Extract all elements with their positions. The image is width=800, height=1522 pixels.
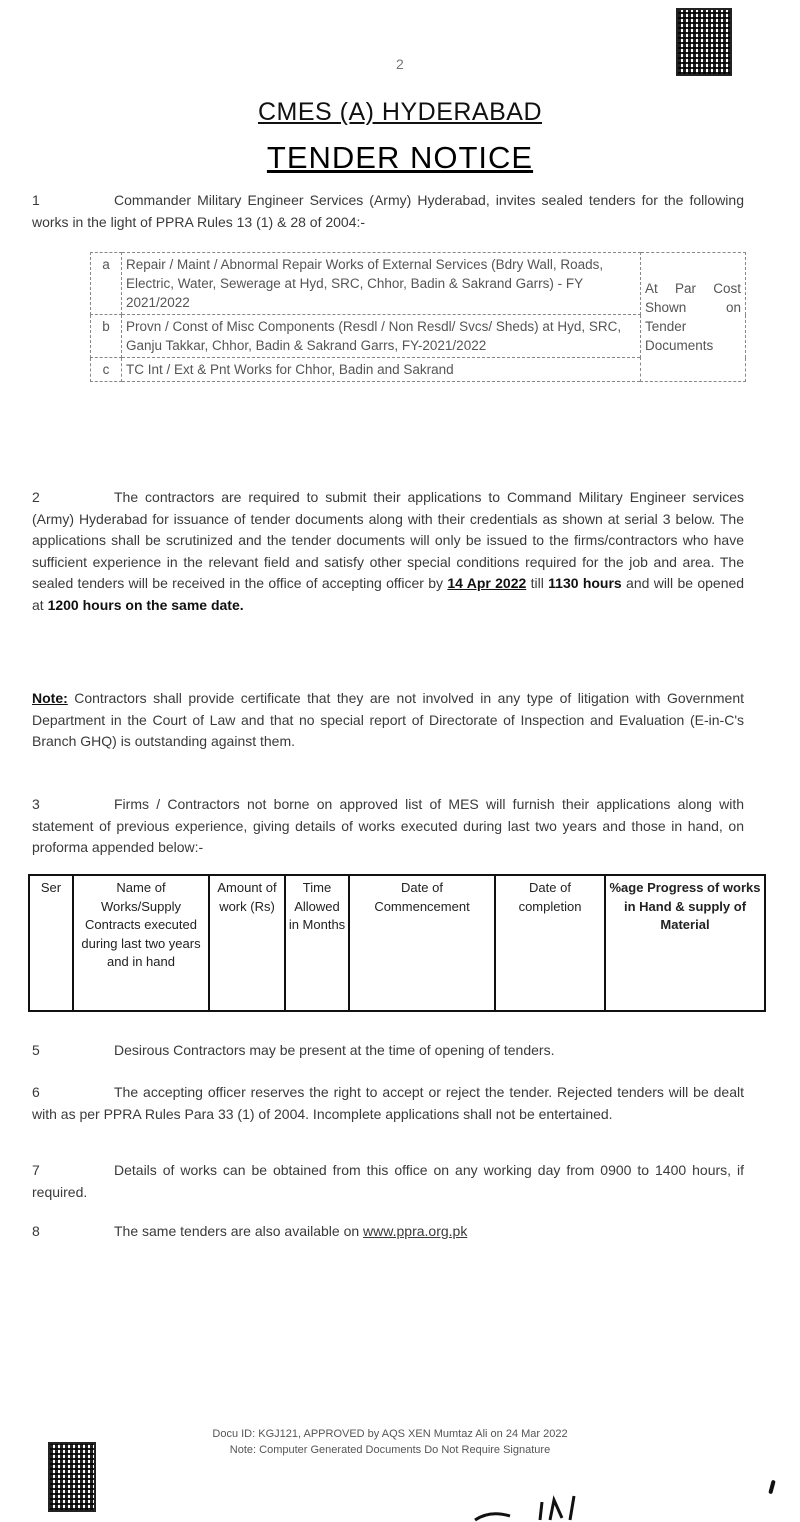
paragraph-number: 1 (32, 192, 40, 208)
paragraph-text: Desirous Contractors may be present at the time of opening of tenders. (114, 1042, 555, 1058)
header-date-commencement: Date of Commencement (349, 875, 495, 1011)
paragraph-number: 2 (32, 489, 40, 505)
document-title (0, 140, 800, 176)
paragraph-text: Commander Military Engineer Services (Army) Hyderabad, invites sealed tenders for the following works in the light of PPRA Rules 13 (1) & 28 of 2004:- (32, 192, 744, 230)
works-ser: c (91, 358, 122, 382)
works-table (90, 252, 746, 382)
paragraph-2 (32, 487, 744, 616)
header-time-allowed: Time Allowed in Months (285, 875, 349, 1011)
pen-mark-icon (768, 1480, 775, 1495)
ppra-link[interactable]: www.ppra.org.pk (363, 1223, 468, 1239)
paragraph-6 (32, 1082, 744, 1125)
footer-doc-id: Docu ID: KGJ121, APPROVED by AQS XEN Mumtaz Ali on 24 Mar 2022 (212, 1428, 568, 1440)
paragraph-3 (32, 794, 744, 859)
document-title-text: TENDER NOTICE (266, 140, 534, 175)
opening-time: 1200 hours on the same date. (47, 596, 244, 613)
paragraph-7 (32, 1160, 744, 1203)
works-desc: TC Int / Ext & Pnt Works for Chhor, Badin and Sakrand (122, 358, 641, 382)
paragraph-number: 7 (32, 1162, 40, 1178)
footer-note: Note: Computer Generated Documents Do Not Require Signature (229, 1444, 551, 1456)
header-amount: Amount of work (Rs) (209, 875, 285, 1011)
paragraph-number: 8 (32, 1223, 40, 1239)
header-date-completion: Date of completion (495, 875, 605, 1011)
paragraph-number: 6 (32, 1084, 40, 1100)
works-desc: Provn / Const of Misc Components (Resdl / Non Resdl/ Svcs/ Sheds) at Hyd, SRC, Ganju Takkar, Chhor, Badin & Sakrand Garrs, FY-2021/2022 (122, 315, 641, 358)
paragraph-text: The contractors are required to submit their applications to Command Military Engineer services (Army) Hyderabad for issuance of tender documents along with their credentials as shown at serial 3 below. The applications shall be scrutinized and the tender documents will only be issued to the firms/contractors who have sufficient experience in the relevant field and satisfy other special conditions required for the job and area. The sealed tenders will be received in the office of accepting officer by (32, 489, 744, 591)
opening-text: and will be opened at (32, 575, 745, 613)
page-number: 2 (396, 56, 404, 72)
works-ser: b (91, 315, 122, 358)
paragraph-number: 3 (32, 796, 40, 812)
works-desc: Repair / Maint / Abnormal Repair Works of External Services (Bdry Wall, Roads, Electric, Water, Sewerage at Hyd, SRC, Chhor, Badin & Sakrand Garrs) - FY 2021/2022 (122, 253, 641, 315)
paragraph-text: Firms / Contractors not borne on approved list of MES will furnish their applications along with statement of previous experience, giving details of works executed during last two years and those in hand, on proforma appended below:- (32, 796, 744, 855)
header-progress: %age Progress of works in Hand & supply of Material (605, 875, 765, 1011)
note-text: Contractors shall provide certificate that they are not involved in any type of litigation with Government Department in the Court of Law and that no special report of Directorate of Inspection and Evaluation (E-in-C's Branch GHQ) is outstanding against them. (32, 690, 744, 749)
header-ser: Ser (29, 875, 73, 1011)
proforma-header-row (29, 875, 765, 1011)
paragraph-number: 5 (32, 1042, 40, 1058)
handwritten-signature-icon (470, 1492, 580, 1522)
submission-time: 1130 hours (548, 575, 622, 591)
header-name-of-works: Name of Works/Supply Contracts executed during last two years and in hand (73, 875, 209, 1011)
note-paragraph (32, 688, 744, 753)
paragraph-text: The accepting officer reserves the right to accept or reject the tender. Rejected tenders will be dealt with as per PPRA Rules Para 33 (1) of 2004. Incomplete applications shall not be entertained. (32, 1084, 744, 1122)
office-heading (0, 98, 800, 127)
paragraph-8 (32, 1221, 744, 1243)
cost-note: At Par Cost Shown on Tender Documents (641, 253, 746, 382)
submission-date: 14 Apr 2022 (447, 575, 527, 591)
works-ser: a (91, 253, 122, 315)
works-row (91, 253, 746, 315)
qr-code-top (676, 8, 732, 76)
qr-code-bottom (48, 1442, 96, 1512)
paragraph-text: Details of works can be obtained from this office on any working day from 0900 to 1400 hours, if required. (32, 1162, 744, 1200)
office-heading-text: CMES (A) HYDERABAD (257, 98, 543, 126)
paragraph-1 (32, 190, 744, 233)
proforma-table (28, 874, 766, 1012)
till-text: till (530, 575, 544, 591)
paragraph-5 (32, 1040, 744, 1062)
note-label: Note: (32, 690, 68, 706)
paragraph-text: The same tenders are also available on (114, 1223, 360, 1239)
